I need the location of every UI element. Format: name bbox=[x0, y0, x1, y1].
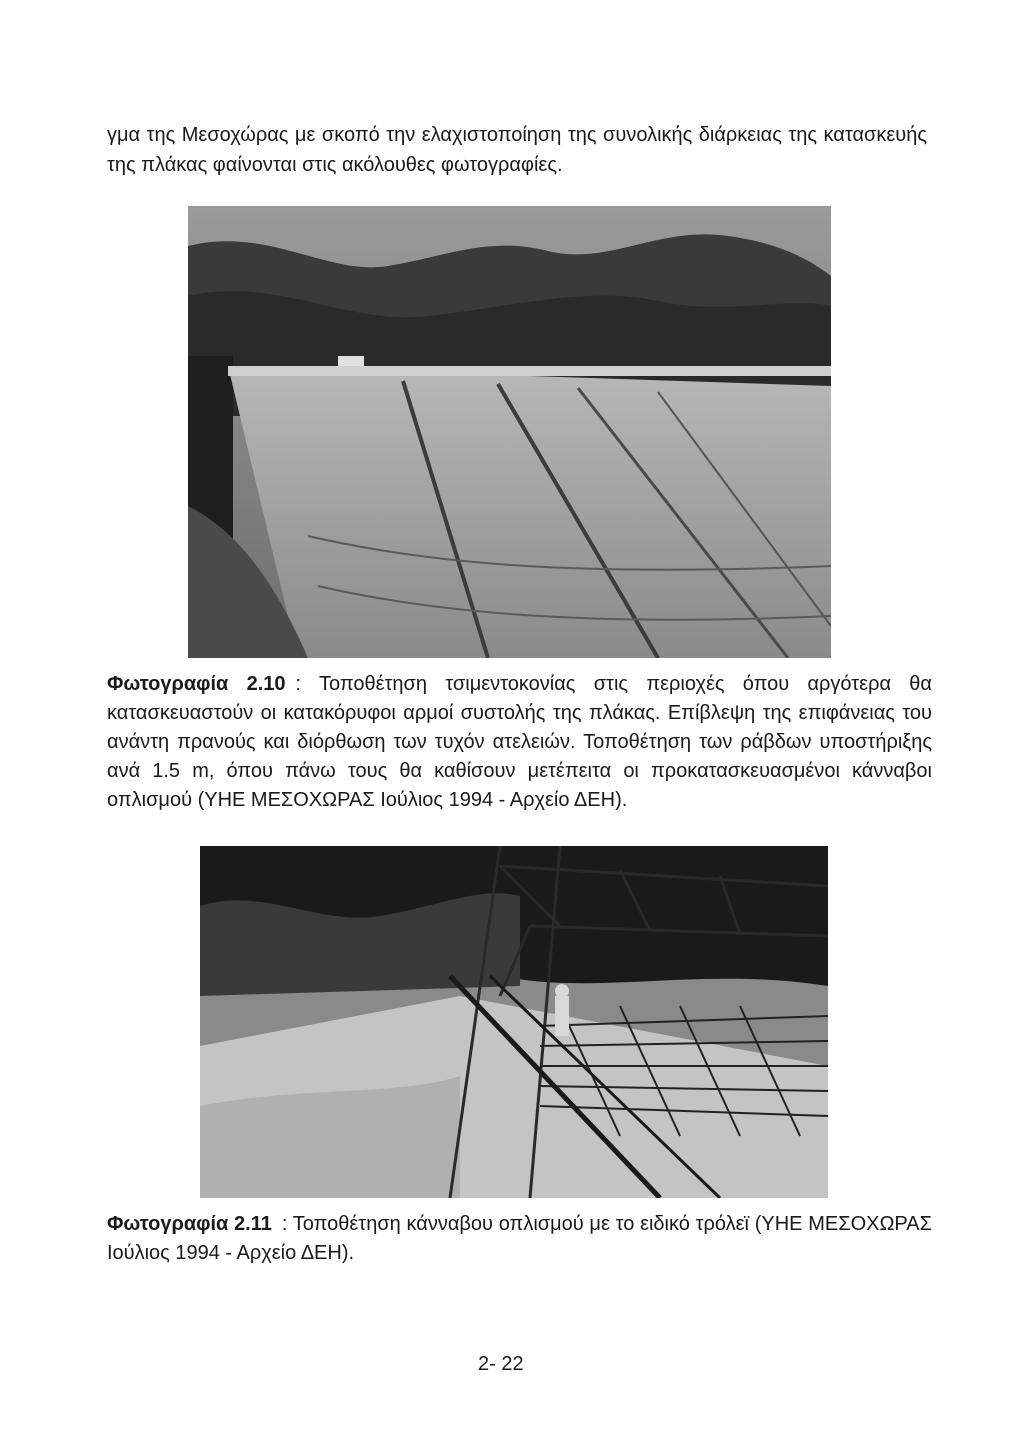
caption-text: : Τοποθέτηση τσιμεντοκονίας στις περιοχές όπου αργότερα θα κατασκευαστούν οι κατακόρυφοι αρμοί συστολής της πλάκας. Επίβλεψη της επιφάνειας του ανάντη πρανούς και διόρθωση των τυχόν ατελειών. Τοποθέτηση των ράβδων υποστήριξης ανά 1.5 m, όπου πάνω τους θα καθίσουν μετέπειτα οι προκατασκευασμένοι κάνναβοι οπλισμού (ΥΗΕ ΜΕΣΟΧΩΡΑΣ Ιούλιος 1994 - Αρχείο ΔΕΗ). bbox=[107, 673, 932, 811]
caption-label: Φωτογραφία 2.11 bbox=[107, 1213, 272, 1235]
caption-label: Φωτογραφία 2.10 bbox=[107, 673, 286, 695]
caption-text: : Τοποθέτηση κάνναβου οπλισμού με το ειδικό τρόλεϊ (ΥΗΕ ΜΕΣΟΧΩΡΑΣ Ιούλιος 1994 - Αρχείο ΔΕΗ). bbox=[107, 1213, 932, 1264]
photo-dam-slab-surface bbox=[188, 206, 831, 658]
caption-photo-2-10 bbox=[107, 670, 932, 815]
photo-reinforcement-trolley bbox=[200, 846, 828, 1198]
page-number: 2- 22 bbox=[478, 1353, 524, 1375]
intro-paragraph: γμα της Μεσοχώρας με σκοπό την ελαχιστοποίηση της συνολικής διάρκειας της κατασκευής της πλάκας φαίνονται στις ακόλουθες φωτογραφίες. bbox=[107, 124, 927, 176]
caption-photo-2-11 bbox=[107, 1210, 932, 1268]
